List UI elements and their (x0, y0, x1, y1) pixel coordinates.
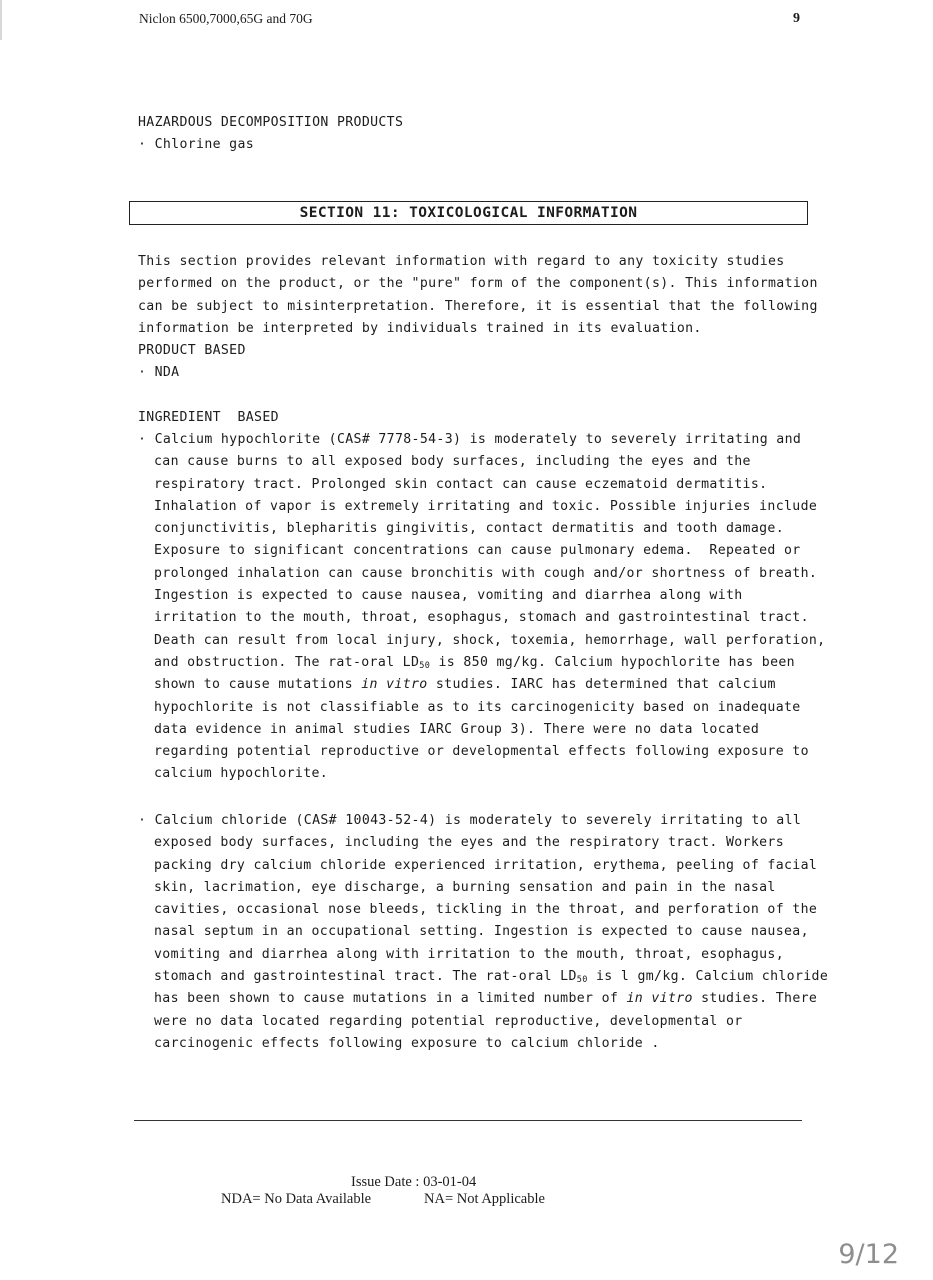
ld50-subscript: 50 (576, 975, 588, 986)
paragraph-line: Death can result from local injury, shock, toxemia, hemorrhage, wall perforation, (154, 632, 826, 648)
paragraph-line: nasal septum in an occupational setting. Ingestion is expected to cause nausea, (154, 924, 809, 940)
product-based-item: · NDA (138, 365, 180, 380)
paragraph-line: · Calcium chloride (CAS# 10043-52-4) is moderately to severely irritating to all (138, 813, 802, 828)
intro-line: This section provides relevant information with regard to any toxicity studies (138, 254, 785, 269)
ld50-text-after: is 850 mg/kg. Calcium hypochlorite has been (430, 654, 795, 670)
nda-legend: NDA= No Data Available (221, 1191, 372, 1207)
paragraph-line-ld50 (138, 966, 828, 988)
in-vitro-text-after: studies. IARC has determined that calcium (427, 677, 776, 693)
ld50-text-after: is l gm/kg. Calcium chloride (587, 969, 829, 985)
paragraph-line: can cause burns to all exposed body surfaces, including the eyes and the (154, 454, 751, 470)
paragraph-line: Ingestion is expected to cause nausea, vomiting and diarrhea along with (154, 588, 743, 604)
viewer-page-indicator: 9/12 (838, 1239, 899, 1270)
paragraph-line: irritation to the mouth, throat, esophagus, stomach and gastrointestinal tract. (154, 610, 809, 626)
document-page-number: 9 (793, 11, 800, 26)
paragraph-line: data evidence in animal studies IARC Group 3). There were no data located (154, 721, 760, 737)
ingredient-based-heading: INGREDIENT BASED (138, 410, 279, 425)
in-vitro-italic: in vitro (626, 991, 693, 1007)
intro-paragraph (138, 251, 818, 340)
paragraph-line: · Calcium hypochlorite (CAS# 7778-54-3) is moderately to severely irritating and (138, 432, 802, 447)
paragraph-line: hypochlorite is not classifiable as to its carcinogenicity based on inadequate (154, 699, 801, 715)
hazardous-decomposition-item: · Chlorine gas (138, 137, 255, 152)
intro-line: performed on the product, or the "pure" form of the component(s). This information (138, 276, 818, 292)
ld50-subscript: 50 (419, 660, 431, 671)
paragraph-line-in-vitro (138, 674, 825, 696)
paragraph-line: respiratory tract. Prolonged skin contact can cause eczematoid dermatitis. (154, 476, 768, 492)
in-vitro-text-before: has been shown to cause mutations in a limited number of (154, 991, 627, 1007)
issue-date: Issue Date : 03-01-04 (351, 1174, 477, 1190)
section-title: SECTION 11: TOXICOLOGICAL INFORMATION (299, 205, 638, 221)
paragraph-line: exposed body surfaces, including the eyes and the respiratory tract. Workers (154, 835, 785, 851)
section-title-box (129, 201, 808, 225)
paragraph-line: Exposure to significant concentrations can cause pulmonary edema. Repeated or (154, 543, 801, 559)
na-legend: NA= Not Applicable (424, 1191, 545, 1207)
hazardous-decomposition-heading: HAZARDOUS DECOMPOSITION PRODUCTS (138, 115, 404, 130)
in-vitro-text-after: studies. There (692, 991, 818, 1007)
ld50-text-before: and obstruction. The rat-oral LD (154, 654, 420, 670)
paragraph-line: skin, lacrimation, eye discharge, a burning sensation and pain in the nasal (154, 879, 776, 895)
calcium-chloride-paragraph (138, 810, 828, 1055)
intro-line: information be interpreted by individuals trained in its evaluation. (138, 320, 702, 336)
intro-line: can be subject to misinterpretation. Therefore, it is essential that the following (138, 298, 818, 314)
paragraph-line: calcium hypochlorite. (154, 766, 329, 782)
product-based-heading: PRODUCT BASED (138, 343, 246, 358)
paragraph-line: packing dry calcium chloride experienced irritation, erythema, peeling of facial (154, 857, 818, 873)
paragraph-line: were no data located regarding potential reproductive, developmental or (154, 1013, 743, 1029)
paragraph-line-in-vitro (138, 988, 828, 1010)
paragraph-line: carcinogenic effects following exposure to calcium chloride . (154, 1035, 660, 1051)
paragraph-line: vomiting and diarrhea along with irritation to the mouth, throat, esophagus, (154, 946, 785, 962)
paragraph-line: prolonged inhalation can cause bronchitis with cough and/or shortness of breath. (154, 565, 818, 581)
paragraph-line-ld50 (138, 652, 825, 674)
paragraph-line: conjunctivitis, blepharitis gingivitis, contact dermatitis and tooth damage. (154, 521, 785, 537)
document-header-title: Niclon 6500,7000,65G and 70G (139, 11, 313, 26)
paragraph-line: regarding potential reproductive or developmental effects following exposure to (154, 744, 809, 760)
paragraph-line: Inhalation of vapor is extremely irritating and toxic. Possible injuries include (154, 498, 818, 514)
ld50-text-before: stomach and gastrointestinal tract. The rat-oral LD (154, 969, 577, 985)
paragraph-line: cavities, occasional nose bleeds, tickling in the throat, and perforation of the (154, 902, 818, 918)
footer-divider (134, 1120, 802, 1121)
in-vitro-italic: in vitro (361, 677, 428, 693)
calcium-hypochlorite-paragraph (138, 429, 825, 786)
in-vitro-text-before: shown to cause mutations (154, 677, 362, 693)
